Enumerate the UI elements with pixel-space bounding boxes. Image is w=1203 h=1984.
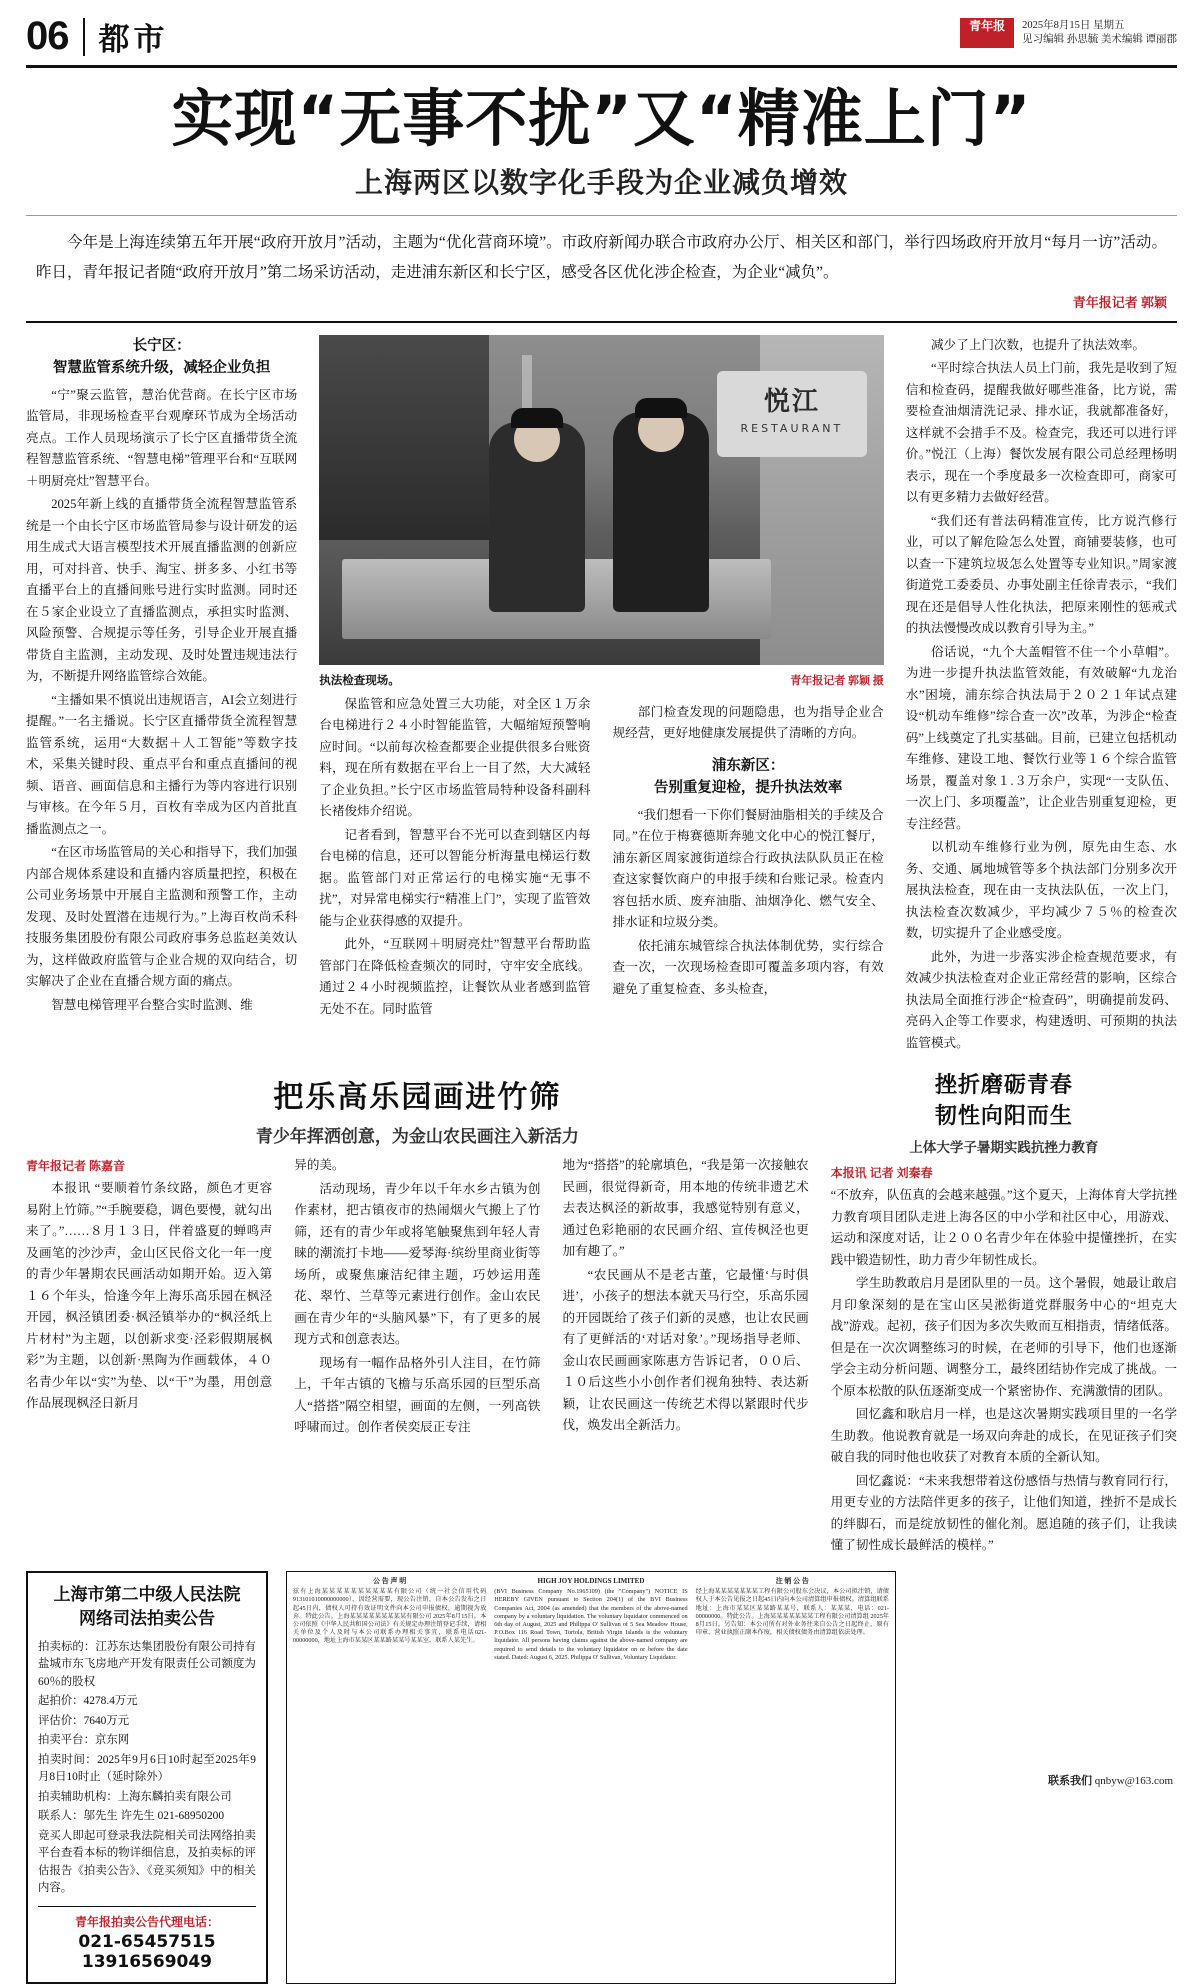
section-title: 都市 [98,22,169,58]
feature-resilience-byline: 本报讯 记者 刘秦春 [830,1166,933,1181]
paragraph: “平时综合执法人员上门前，我先是收到了短信和检查码，提醒我做好哪些准备，比方说，需要检查油烟清洗记录、排水证，我就都准备好，这样就不会措手不及。检查完，我还可以进行评价。”悦江（上海）餐饮发展有限公司总经理杨明表示，现在一个季度最多一次检查即可，商家可以有更多精力去做好经营。 [905,361,1177,505]
legal-notice-1-body: 兹有上海某某某某某某某某某某有限公司（统一社会信用代码913101010000000000），因经营需要，现公告注销，自本公告发布之日起45日内，债权人可持有效证明文件向本公司申报债权，逾期视为放弃。特此公告。上海某某某某某某某某某有限公司 2025年8月15日。本公司依照《中华人民共和国公司法》有关规定办理注销登记手续，请相关单位及个人及时与本公司联系办理相关事宜，联系电话021-00000000，地址上海市某某区某某路某某号某某室，联系人某先生。 [292,1588,487,1645]
changning-subhead [26,335,297,379]
paragraph: 此外，“互联网＋明厨亮灶”智慧平台帮助监管部门在降低检查频次的同时，守牢安全底线。通过２４小时视频监控，让餐饮从业者感到监管无处不在。同时监管 [319,937,591,1016]
paragraph: 回忆鑫说：“未来我想带着这份感悟与热情与教育同行行，用更专业的方法陪伴更多的孩子，让他们知道，挫折不是成长的绊脚石，而是绽放韧性的催化剂。愿追随的孩子们，让我读懂了韧性成长最鲜活的模样。” [830,1473,1177,1553]
paragraph: 以机动车维修行业为例，原先由生态、水务、交通、属地城管等多个执法部门分别多次开展执法检查，现在由一支执法队伍，一次上门，执法检查次数减少，平均减少７５％的检查次数，切实提升了企业感受度。 [905,840,1177,941]
feature-resilience [831,1066,1177,1559]
lead-rule [26,321,1177,323]
photo-person-inspector [489,422,585,612]
paragraph: 俗话说，“九个大盖帽管不住一个小草帽”。为进一步提升执法监管效能，有效破解“九龙治水”困境，浦东综合执法局于２０２１年试点建设“机动车维修”综合查一次”改革，为涉企“检查码”上线奠定了扎实基础。目前，已建立包括机动车维修、建设工地、餐饮行业等１６个综合监管场景，覆盖对象１.３万余户，实现“一支队伍、一次上门、多项覆盖”，让企业告别重复迎检，更专注经营。 [905,644,1177,831]
feature-lego-col-a [26,1155,272,1441]
paragraph: 学生助教敢启月是团队里的一员。这个暑假，她最让敢启月印象深刻的是在宝山区吴淞街道党群服务中心的“坦克大战”游戏。起初，孩子们因为多次失败而互相指责，情绪低落。但是在一次次调整练习的时候，在老师的引导下，他们也逐渐学会主动分析问题、调整分工，最终团结协作完成了挑战。一个原本松散的队伍逐渐变成一个紧密协作、充满激情的团队。 [830,1276,1177,1398]
paragraph: 活动现场，青少年以千年水乡古镇为创作素材，把古镇夜市的热闹烟火气搬上了竹筛，还有的青少年或将笔触聚焦到年轻人青睐的潮流打卡地——爱琴海·缤纷里商业街等场所，或聚焦廉洁纪律主题，巧妙运用莲花、翠竹、兰草等元素进行创作。金山农民画在青少年的“头脑风暴”下，有了更多的展现方式和创意表达。 [294,1181,541,1347]
paragraph: 本报讯 “要顺着竹条纹路，颜色才更容易附上竹筛。”“手腕要稳，调色要慢，就勾出来了。”……８月１３日，伴着盛夏的蝉鸣声及画笔的沙沙声，金山区民俗文化一年一度的青少年暑期农民画活动如期开始。迈入第１６个年头，恰逢今年上海乐高乐园在枫泾开园，枫泾镇团委·枫泾镇举办的“枫泾纸上片材村”为主题，以创新求变·泾彩假期展枫彩”为主题，以创新·黑陶为作画载体，４０名青少年以“实”为垫、以“干”为墨，用创意作品展现枫泾日新月 [26,1181,273,1411]
auction-line: 联系人：邬先生 许先生 021-68950200 [38,1810,225,1823]
masthead-meta [1022,19,1177,47]
paragraph: 减少了上门次数，也提升了执法效率。 [930,337,1146,352]
feature-lego-title: 把乐高乐园画进竹筛 [273,1080,562,1116]
paragraph: 保监管和应急处置三大功能，对全区１万余台电梯进行２４小时智能监管，大幅缩短预警响应时间。“以前每次检查都要企业提供很多台账资料，现在所有数据在平台上一目了然，大大减轻了企业负担。”长宁区市场监管局特种设备科副科长褚俊炜介绍说。 [319,696,591,819]
feature-resilience-title-line2: 韧性向阳而生 [934,1104,1073,1130]
paragraph: “不放弃，队伍真的会越来越强。”这个夏天，上海体育大学抗挫力教育项目团队走进上海各区的中小学和社区中心，用游戏、运动和深度对话，让２００名青少年在体验中提懂挫折，在实践中锻造韧性，助力青少年韧性成长。 [830,1188,1177,1267]
paragraph: 现场有一幅作品格外引人注目，在竹筛上，千年古镇的飞檐与乐高乐园的巨型乐高人“搭搭”隔空相望，画面的左侧，一列高铁呼啸而过。创作者侯奕辰正专注 [294,1355,541,1435]
masthead-divider [83,18,85,56]
feature-resilience-title [831,1070,1177,1132]
paragraph: 回忆鑫和耿启月一样，也是这次暑期实践项目里的一名学生助教。他说教育就是一场双向奔赴的成长，在见证孩子们突破自我的同时他也收获了对教育本质的全新认知。 [830,1407,1177,1465]
feature-lego-col-c [562,1155,808,1441]
column-4 [906,335,1177,1057]
footer [0,1772,1203,1788]
main-columns [26,335,1177,1057]
auction-line: 拍卖标的：江苏东达集团股份有限公司持有盐城市东飞房地产开发有限责任公司额度为60％的股权 [38,1640,256,1688]
paragraph: “在区市场监管局的关心和指导下，我们加强内部合规体系建设和直播内容质量把控，积极在公司业务场景中开展自主监测和预警工作，主动发现、及时处置潜在违规行为。”上海百枚尚禾科技服务集团股份有限公司政府事务总监赵美效认为，这样做政府监管与企业合规的双向结合，切实解决了企业在直播合规方面的痛点。 [26,845,298,989]
paragraph: 部门检查发现的问题隐患，也为指导企业合规经营，更好地健康发展提供了清晰的方向。 [612,704,884,741]
editor-credits: 见习编辑 孙思毓 美术编辑 谭丽郡 [1022,34,1177,45]
photo-panel-left [319,335,488,540]
auction-line: 拍卖辅助机构：上海东麟拍卖有限公司 [38,1790,232,1803]
auction-line: 拍卖平台：京东网 [38,1734,130,1747]
feature-lego [26,1066,809,1559]
photo-person-cap [511,408,563,428]
issue-date: 2025年8月15日 星期五 [1022,20,1125,31]
changning-subhead-line1: 长宁区： [132,337,191,354]
column-3-photo-spacer [613,335,884,696]
photo-credit: 青年报记者 郭颖 摄 [790,674,884,687]
paragraph: “我们想看一下你们餐厨油脂相关的手续及合同。”在位于梅赛德斯奔驰文化中心的悦江餐厅，浦东新区周家渡街道综合行政执法队队员正在检查这家餐饮商户的申报手续和台账记录。检查内容包括水质、废弃油脂、油烟净化、燃气安全、排水证和垃圾分类。 [612,807,884,930]
auction-notice-title-line1: 上海市第二中级人民法院 [53,1584,241,1605]
paragraph: “农民画从不是老古董，它最懂‘与时俱进’，小孩子的想法本就天马行空，乐高乐园的开园既给了孩子们新的灵感，也让农民画有了更鲜活的‘对话对象’。”现场指导老师、金山农民画画家陈惠方告诉记者，００后、１０后这些小小创作者们视角独特、表达新颖，让农民画这一传统艺术得以紧跟时代步伐，焕发出全新活力。 [562,1267,809,1433]
legal-notice-3-body: 经上海某某某某某某某工程有限公司股东会决议，本公司拟注销，请债权人于本公告见报之日起45日内向本公司清算组申报债权。清算组联系地址：上海市某某区某某路某某号，联系人：某某某，电话：021-00000000。特此公告。上海某某某某某某某工程有限公司清算组 2025年8月15日。另告知：本公司所有对外业务往来自公告之日起终止，原有印章、营业执照正副本作废，相关债权债务由清算组依法处理。 [695,1588,889,1637]
legal-notice-3-title: 注 销 公 告 [775,1576,809,1585]
changning-subhead-line2: 智慧监管系统升级，减轻企业负担 [52,359,271,376]
feature-resilience-title-line1: 挫折磨砺青春 [934,1073,1073,1099]
auction-line: 拍卖时间：2025年9月6日10时起至2025年9月8日10时止（延时除外） [38,1753,256,1784]
paragraph: 异的美。 [294,1158,345,1173]
restaurant-sign-name: 悦江 [763,387,820,418]
auction-notice-title-line2: 网络司法拍卖公告 [78,1608,215,1629]
lead-paragraph: 今年是上海连续第五年开展“政府开放月”活动，主题为“优化营商环境”。市政府新闻办联合市政府办公厅、相关区和部门，举行四场政府开放月“每月一访”活动。昨日，青年报记者随“政府开放月”第二场采访活动，走进浦东新区和长宁区，感受各区优化涉企检查，为企业“减负”。 [36,233,1167,281]
auction-line: 评估价：7640万元 [38,1714,130,1727]
pudong-subhead [613,755,884,799]
legal-notice-2-body: (BVI Business Company No.1965109) (the "Company") NOTICE IS HEREBY GIVEN pursuant to Section 204(1) of the BVI Business Companies Act, 2004 (as amended) that the members of the above-named company by a voluntary liquidation. The voluntary liquidator commenced on 6th day of August, 2025 and Philippa O' Sullivan of 5 Sea Meadow House, P.O.Box 116 Road Town, Tortola, British Virgin Islands is the voluntary liquidator. All persons having claims against the above-named company are required to send details to the voluntary liquidator on or before the date stated. Dated: August 6, 2025. Philippa O' Sullivan, Voluntary Liquidator. [494,1588,688,1661]
auction-hotline [38,1906,256,1972]
pudong-subhead-line2: 告别重复迎检，提升执法效率 [653,779,843,796]
secondary-features [26,1066,1177,1559]
feature-resilience-sub: 上体大学子暑期实践抗挫力教育 [909,1140,1099,1157]
paragraph: 依托浦东城管综合执法体制优势，实行综合查一次，一次现场检查即可覆盖多项内容，有效避免了重复检查、多头检查， [612,938,884,996]
paragraph: 2025年新上线的直播带货全流程智慧监管系统是一个由长宁区市场监管局参与设计研发的运用生成式大语言模型技术开展直播监测的创新应用，可对抖音、快手、淘宝、拼多多、小红书等直播平台上的直播间账号进行实时监测。同时还在５家企业设立了直播监测点，承担实时监测、风险预警、合规提示等任务，引导企业开展直播带货自主监测，主动发现、及时处置违规违法行为，不断提升网络监管综合效能。 [26,497,298,684]
masthead [26,14,1177,68]
paragraph: “宁”聚云监管，慧治优营商。在长宁区市场监管局，非现场检查平台观摩环节成为全场活动亮点。工作人员现场演示了长宁区直播带货全流程智慧监管系统、“智慧电梯”管理平台和“互联网＋明厨亮灶”智慧平台。 [26,387,298,488]
legal-notice-2-title: HIGH JOY HOLDINGS LIMITED [537,1576,645,1585]
feature-lego-columns [26,1155,809,1441]
headline-rule [26,215,1177,216]
auction-hotline-label: 青年报拍卖公告代理电话： [74,1914,219,1929]
feature-lego-sub: 青少年挥洒创意，为金山农民画注入新活力 [255,1127,579,1148]
footer-label: 联系我们 [1047,1775,1092,1787]
paragraph: 记者看到，智慧平台不光可以查到辖区内每台电梯的信息，还可以智能分析海量电梯运行数据。监管部门对正常运行的电梯实施“无事不扰”，对异常电梯实行“精准上门”，实现了监管效能与企业获得感的双提升。 [319,827,591,928]
paragraph: 地为“搭搭”的轮廓填色，“我是第一次接触农民画，很觉得新奇，用本地的传统非遗艺术去表达枫泾的新故事，我感觉特别有意义，通过色彩艳丽的农民画介绍、宣传枫泾也更加有趣了。” [562,1158,809,1259]
auction-line: 起拍价：4278.4万元 [38,1695,138,1708]
masthead-right [960,14,1177,48]
legal-notice-1 [293,1577,486,1662]
paragraph: 此外，为进一步落实涉企检查规范要求，有效减少执法检查对企业正常经营的影响，区综合执法局全面推行涉企“检查码”，明确提前发码、亮码入企等工作要求，构建透明、可预期的执法监管模式。 [905,949,1177,1050]
masthead-left [26,14,169,59]
legal-notice-2 [494,1577,687,1662]
lead-byline: 青年报记者 郭颖 [1072,294,1167,310]
legal-notice-3 [696,1577,889,1662]
legal-notice-grid [293,1577,889,1662]
feature-lego-col-b [294,1155,540,1441]
footer-email[interactable]: qnbyw@163.com [1094,1775,1173,1787]
photo-caption: 执法检查现场。 [319,674,400,687]
paragraph: 智慧电梯管理平台整合实时监测、维 [51,997,253,1012]
auction-notice-title [38,1583,256,1631]
headline-main: 实现“无事不扰”又“精准上门” [171,82,1032,155]
column-1 [26,335,297,1057]
pudong-subhead-line1: 浦东新区： [711,757,785,774]
legal-notice-1-title: 公 告 声 明 [372,1576,407,1585]
paragraph: “主播如果不慎说出违规语言，AI会立刻进行提醒。”一名主播说。长宁区直播带货全流程智慧监管系统，运用“大数据＋人工智能”等数字技术，采集关键时段、重点平台和重点直播间的视频、语音、画面信息和主播行为等内容进行识别与审核。在今年５月，百枚有幸成为区内首批直播监测点之一。 [26,692,298,836]
page-number: 06 [26,14,69,58]
feature-lego-byline: 青年报记者 陈嘉音 [26,1159,126,1174]
newspaper-logo: 青年报 [960,18,1014,48]
restaurant-sign-sub: RESTAURANT [740,422,844,436]
auction-line: 竞买人即起可登录我法院相关司法网络拍卖平台查看本标的物详细信息，及拍卖标的评估报告《拍卖公告》、《竞买须知》中的相关内容。 [38,1829,256,1895]
column-3 [613,335,884,1057]
paragraph: “我们还有普法码精准宣传，比方说汽修行业，可以了解危险怎么处置，商铺要装修，也可以查一下建筑垃圾怎么处置等专业知识。”周家渡街道党工委委员、办事处副主任徐青表示，“我们现在还是倡导人性化执法，把原来刚性的惩戒式的执法慢慢改成以教育引导为主。” [905,513,1177,636]
auction-hotline-number[interactable]: 021-65457515 13916569049 [78,1931,216,1972]
headline-sub: 上海两区以数字化手段为企业减负增效 [354,165,848,199]
